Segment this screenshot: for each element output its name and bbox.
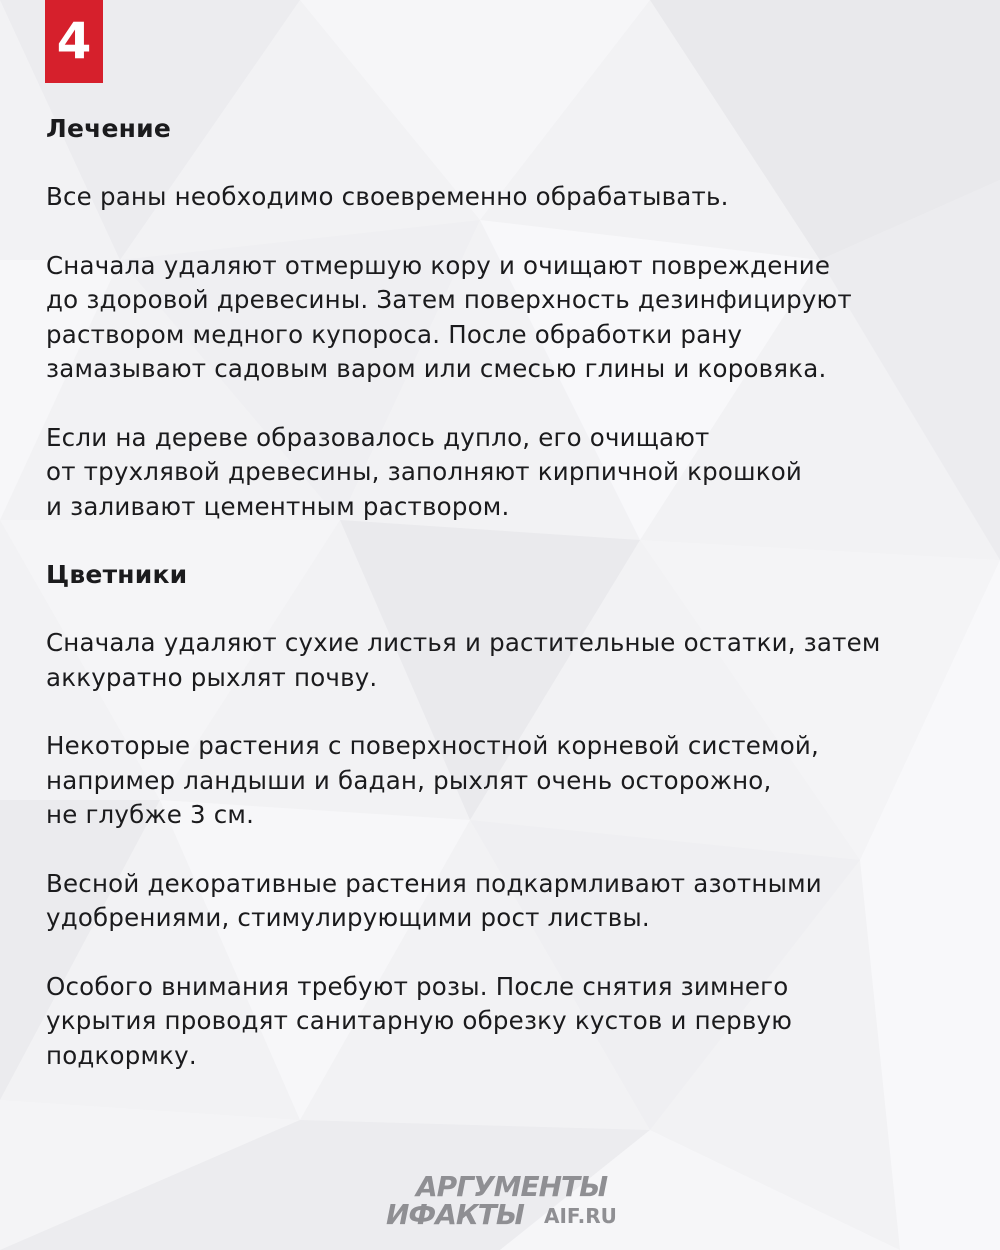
logo-text-line1: АРГУМЕНТЫ bbox=[416, 1170, 608, 1203]
flowerbeds-paragraph-1: Сначала удаляют сухие листья и растительные остатки, затем аккуратно рыхлят почву. bbox=[46, 628, 881, 692]
logo-site: AIF.RU bbox=[544, 1204, 617, 1228]
section-title-flowerbeds: Цветники bbox=[46, 560, 188, 589]
section-title-treatment: Лечение bbox=[46, 114, 171, 143]
logo-text-line2: ИФАКТЫ bbox=[386, 1198, 524, 1231]
slide-number-badge: 4 bbox=[45, 0, 103, 83]
flowerbeds-paragraph-2: Некоторые растения с поверхностной корневой системой, например ландыши и бадан, рыхлят очень осторожно, не глубже 3 см. bbox=[46, 731, 820, 829]
flowerbeds-paragraph-4: Особого внимания требуют розы. После снятия зимнего укрытия проводят санитарную обрезку кустов и первую подкормку. bbox=[46, 971, 793, 1070]
aif-logo bbox=[386, 1172, 638, 1234]
treatment-paragraph-3: Если на дереве образовалось дупло, его очищают от трухлявой древесины, заполняют кирпичной крошкой и заливают цементным раствором. bbox=[46, 422, 803, 521]
treatment-paragraph-1: Все раны необходимо своевременно обрабатывать. bbox=[46, 182, 729, 211]
article-content bbox=[46, 112, 966, 1107]
treatment-paragraph-2: Сначала удаляют отмершую кору и очищают повреждение до здоровой древесины. Затем поверхность дезинфицируют раствором медного купороса. После обработки рану замазывают садовым варом или смесью глины и коровяка. bbox=[46, 250, 852, 383]
flowerbeds-paragraph-3: Весной декоративные растения подкармливают азотными удобрениями, стимулирующими рост листвы. bbox=[46, 868, 822, 932]
